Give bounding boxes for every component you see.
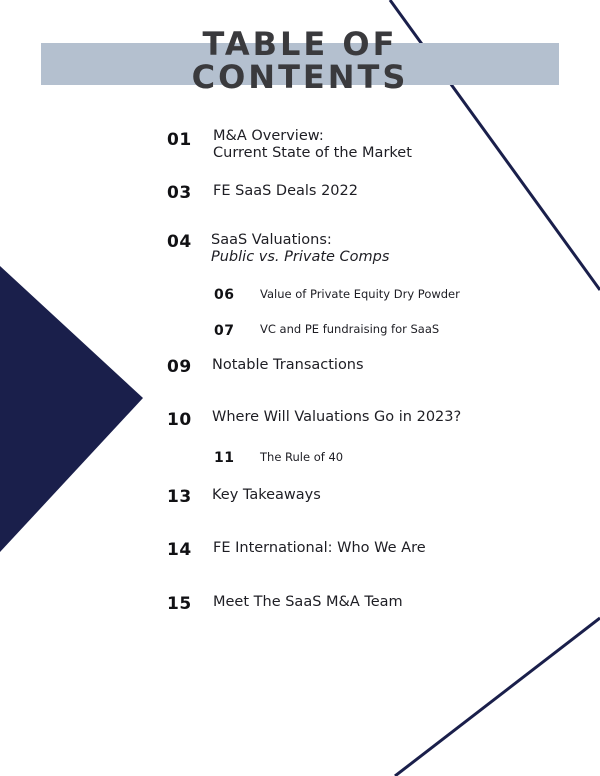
toc-item-label[interactable]: Where Will Valuations Go in 2023? <box>212 409 462 425</box>
toc-subitem-label[interactable]: Value of Private Equity Dry Powder <box>260 287 460 301</box>
toc-subitem-number: 06 <box>214 287 235 303</box>
navy-triangle <box>0 266 143 552</box>
toc-item-label[interactable]: FE International: Who We Are <box>213 540 426 556</box>
toc-number: 13 <box>167 487 192 507</box>
toc-item-label[interactable] <box>213 128 412 162</box>
page-title-line-2: CONTENTS <box>191 58 409 96</box>
toc-number: 14 <box>167 540 192 560</box>
toc-subitem-number: 11 <box>214 450 235 466</box>
toc-number: 03 <box>167 183 192 203</box>
toc-number: 10 <box>167 410 192 430</box>
toc-item-label-line-2: Current State of the Market <box>213 145 412 161</box>
toc-item-label-line-1: M&A Overview: <box>213 128 324 144</box>
toc-subitem-number: 07 <box>214 323 235 339</box>
toc-item-label-line-1: SaaS Valuations: <box>211 232 332 248</box>
diagonal-line-bottom <box>395 618 600 776</box>
toc-item-label[interactable]: Key Takeaways <box>212 487 321 503</box>
toc-item-label[interactable] <box>211 232 389 266</box>
toc-number: 15 <box>167 594 192 614</box>
page-title-line-1: TABLE OF <box>202 25 398 63</box>
toc-number: 04 <box>167 232 192 252</box>
toc-number: 09 <box>167 357 192 377</box>
toc-item-label-line-2: Public vs. Private Comps <box>211 249 390 265</box>
toc-item-label[interactable]: Notable Transactions <box>212 357 364 373</box>
toc-item-label[interactable]: Meet The SaaS M&A Team <box>213 594 403 610</box>
page-title <box>0 25 600 96</box>
toc-subitem-label[interactable]: VC and PE fundraising for SaaS <box>260 322 440 336</box>
toc-subitem-label[interactable]: The Rule of 40 <box>260 450 344 464</box>
toc-number: 01 <box>167 130 192 150</box>
toc-item-label[interactable]: FE SaaS Deals 2022 <box>213 183 358 199</box>
